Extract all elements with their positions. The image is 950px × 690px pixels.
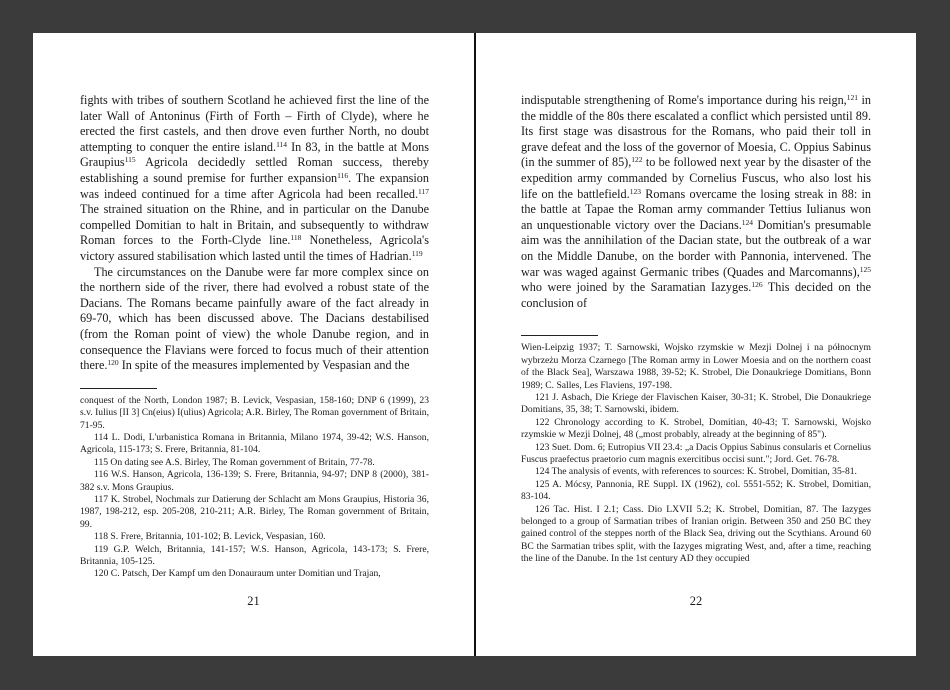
body-run: In spite of the measures implemented by Vespasian and the	[118, 358, 410, 373]
footnote-ref[interactable]: 120	[107, 358, 119, 368]
body-run: who were joined by the Saramatian Iazyges.	[521, 280, 752, 295]
footnote-ref[interactable]: 122	[631, 155, 643, 165]
page-number: 21	[247, 594, 260, 608]
footnote-121: 121 J. Asbach, Die Kriege der Flavischen Kaiser, 30-31; K. Strobel, Die Donaukriege Domitians, 35, 38; T. Sarnowski, ibidem.	[521, 391, 871, 416]
footnote-ref[interactable]: 124	[741, 217, 754, 227]
body-run: The circumstances on the Danube were far more complex since on the northern side of the river, there had evolved a robust state of the Dacians. The Romans became painfully aware of the fact already in 69-70, which has been discussed above. The Dacians destabilised (from the Roman point of view) the whole Danube region, and in consequence the Flavians were forced to focus much of their attention there.	[80, 264, 429, 373]
body-run: Nonetheless, Agricola's victory assured stabilisation which lasted until the times of Hadrian.	[80, 233, 429, 263]
body-run: Romans overcame the losing streak in 88: in the battle at Tapae the Roman army commander Tettius Iulianus won an unquestionable victory over the Dacians.	[521, 186, 871, 232]
footnote-ref[interactable]: 126	[751, 280, 763, 290]
body-run: This decided on the conclusion of	[521, 280, 871, 310]
body-run: indisputable strengthening of Rome's importance during his reign,	[521, 93, 847, 107]
left-page	[33, 33, 474, 656]
footnote-115: 115 On dating see A.S. Birley, The Roman government of Britain, 77-78.	[94, 456, 375, 468]
footnote-ref[interactable]: 119	[411, 248, 423, 258]
footnote-118: 118 S. Frere, Britannia, 101-102; B. Levick, Vespasian, 160.	[94, 531, 326, 543]
footnote-ref[interactable]: 125	[859, 264, 871, 274]
body-run: The strained situation on the Rhine, and in particular on the Danube compelled Domitian to halt in Britain, and subsequently to withdraw Roman forces to the Forth-Clyde line.	[80, 202, 429, 248]
body-run: In 83, in the battle at Mons Graupius	[80, 139, 430, 170]
footnote-116: 116 W.S. Hanson, Agricola, 136-139; S. Frere, Britannia, 94-97; DNP 8 (2000), 381-382 s.v. Mons Graupius.	[80, 469, 429, 493]
footnote-ref[interactable]: 118	[290, 233, 302, 243]
footnote-125: 125 A. Mócsy, Pannonia, RE Suppl. IX (1962), col. 5551-552; K. Strobel, Domitian, 83-104.	[521, 478, 871, 503]
right-page-column	[521, 93, 871, 566]
footnote-120: 120 C. Patsch, Der Kampf um den Donauraum unter Domitian und Trajan,	[94, 568, 381, 580]
left-footnotes	[80, 395, 429, 581]
right-page	[476, 33, 916, 656]
footnote-separator	[80, 388, 157, 389]
body-run: Agricola decidedly settled Roman success, thereby establishing a sound premise for further expansion	[80, 155, 429, 185]
footnote-ref[interactable]: 121	[846, 93, 858, 102]
body-run: Domitian's presumable aim was the annihilation of the Dacian state, but the outbreak of a war on the Middle Danube, on the border with Pannonia, intervened. The war was waged against Germanic tribes (Quades and Marcomanns),	[521, 217, 872, 279]
footnote-continuation: conquest of the North, London 1987; B. Levick, Vespasian, 158-160; DNP 6 (1999), 23 s.v. Iulius [II 3] Cn(eius) I(ulius) Agricola; A.R. Birley, The Roman government of Britain, 71-95.	[80, 394, 429, 431]
left-page-column	[80, 93, 429, 581]
footnote-119: 119 G.P. Welch, Britannia, 141-157; W.S. Hanson, Agricola, 143-173; S. Frere, Britannia, 105-125.	[80, 543, 429, 567]
body-run: in the middle of the 80s there escalated a conflict which persisted until 89. Its first stage was disastrous for the Romans, who paid their toll in grave defeat and the loss of the governor of Moesia, C. Oppius Sabinus (in the summer of 85),	[521, 93, 871, 170]
footnote-117: 117 K. Strobel, Nochmals zur Datierung der Schlacht am Mons Graupius, Historia 36, 1987, 198-212, esp. 205-208, 210-211; A.R. Birley, The Roman government of Britain, 99.	[80, 493, 429, 530]
footnote-ref[interactable]: 117	[418, 186, 429, 196]
left-body-text	[80, 93, 429, 374]
body-run: . The expansion was indeed continued for a time after Agricola had been recalled.	[80, 170, 429, 201]
footnote-continuation: Wien-Leipzig 1937; T. Sarnowski, Wojsko rzymskie w Mezji Dolnej i na północnym wybrzeżu Morza Czarnego [The Roman army in Lower Moesia and on the northern coast of the Black Sea], Warszawa 1988, 39-52; K. Strobel, Die Donaukriege Domitians, Bonn 1989; C. Salles, Les Flaviens, 197-198.	[521, 342, 871, 391]
footnote-ref[interactable]: 116	[337, 170, 349, 180]
body-run: to be followed next year by the disaster of the expedition army commanded by Cornelius Fuscus, who also lost his life on the battlefield.	[521, 155, 871, 201]
body-run: fights with tribes of southern Scotland he achieved first the line of the later Wall of Antoninus (Firth of Forth – Firth of Clyde), where he erected the first castels, and then drove even further North, no doubt attempting to conquer the entire island.	[80, 93, 429, 154]
footnote-126: 126 Tac. Hist. I 2.1; Cass. Dio LXVII 5.2; K. Strobel, Domitian, 87. The Iazyges belonged to a group of Sarmatian tribes of Iranian origin. Between 350 and 250 BC they gained control of the steppes north of the Black Sea, driving out the Scythians. Around 60 BC the Sarmatian tribes split, with the Iazyges migrating West, and, after a time, reaching the line of the Danube. In the 1st century AD they occupied	[521, 503, 871, 565]
right-body-text	[521, 93, 871, 311]
footnote-123: 123 Suet. Dom. 6; Eutropius VII 23.4: „a Dacis Oppius Sabinus consularis et Cornelius Fuscus praefectus praetorio cum magnis exercitibus occisi sunt."; Jord. Get. 76-78.	[521, 441, 871, 465]
footnote-114: 114 L. Dodi, L'urbanistica Romana in Britannia, Milano 1974, 39-42; W.S. Hanson, Agricola, 115-173; S. Frere, Britannia, 81-104.	[80, 431, 429, 456]
page-number: 22	[689, 594, 703, 608]
footnote-ref[interactable]: 114	[276, 139, 288, 149]
footnote-ref[interactable]: 115	[124, 155, 136, 165]
footnote-separator	[521, 335, 598, 336]
footnote-124: 124 The analysis of events, with references to sources: K. Strobel, Domitian, 35-81.	[535, 466, 857, 478]
footnote-122: 122 Chronology according to K. Strobel, Domitian, 40-43; T. Sarnowski, Wojsko rzymskie w Mezji Dolnej, 48 („most probably, already at the beginning of 85").	[521, 416, 871, 441]
footnote-ref[interactable]: 123	[629, 186, 641, 196]
right-footnotes	[521, 342, 871, 565]
